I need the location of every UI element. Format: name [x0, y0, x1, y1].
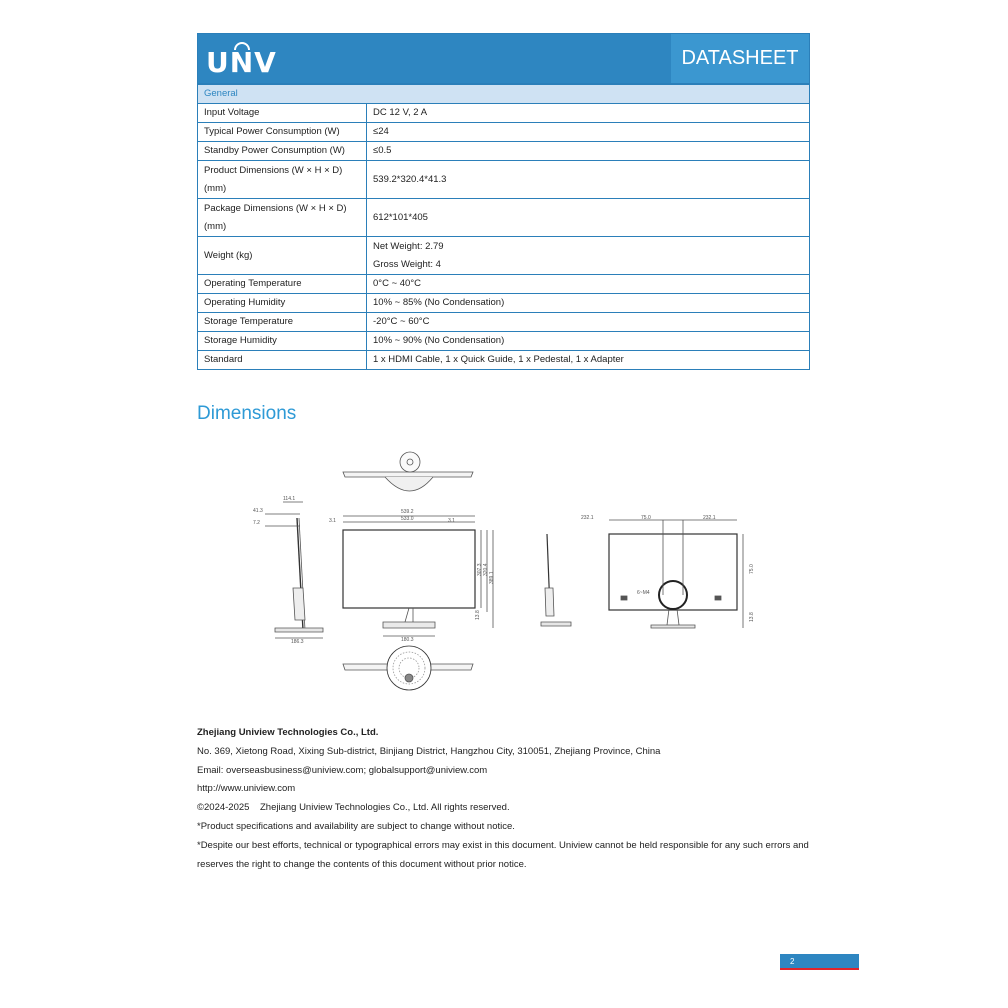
spec-label: Input Voltage [198, 104, 367, 123]
spec-label: Operating Humidity [198, 294, 367, 313]
spec-label: Package Dimensions (W × H × D) (mm) [198, 199, 367, 237]
side-base-label: 186.3 [291, 639, 304, 645]
copyright: ©2024-2025 Zhejiang Uniview Technologies Co., Ltd. All rights reserved. [197, 802, 510, 814]
front-width-label: 539.2 [401, 509, 414, 515]
spec-label: Typical Power Consumption (W) [198, 123, 367, 142]
notice-2: *Despite our best efforts, technical or typographical errors may exist in this document. Uniview cannot be held responsible for any such errors and reserves the right to change the contents of this document without prior notice. [197, 839, 809, 870]
spec-table [197, 84, 810, 370]
back-h-label: 75.0 [749, 564, 755, 574]
table-row [198, 123, 810, 142]
datasheet-title: DATASHEET [671, 34, 809, 83]
side-offset-label: 7.2 [253, 520, 260, 526]
section-row [198, 85, 810, 104]
page-number: 2 [780, 954, 859, 970]
spec-value: ≤24 [367, 123, 810, 142]
spec-label: Product Dimensions (W × H × D) (mm) [198, 161, 367, 199]
company-name: Zhejiang Uniview Technologies Co., Ltd. [197, 727, 379, 738]
logo-text: UNV [206, 46, 277, 79]
spec-value: DC 12 V, 2 A [367, 104, 810, 123]
spec-value: 10% ~ 85% (No Condensation) [367, 294, 810, 313]
net-weight: Net Weight: 2.79 [373, 240, 444, 252]
back-mid-label: 75.0 [641, 515, 651, 521]
table-row [198, 237, 810, 275]
table-row [198, 294, 810, 313]
spec-value: 1 x HDMI Cable, 1 x Quick Guide, 1 x Pedestal, 1 x Adapter [367, 351, 810, 370]
uniview-logo [206, 42, 277, 79]
dimensions-heading: Dimensions [197, 403, 297, 424]
back-base-label: 13.8 [749, 612, 755, 622]
spec-label: Standard [198, 351, 367, 370]
spec-label: Weight (kg) [198, 237, 367, 275]
table-row [198, 199, 810, 237]
table-row [198, 275, 810, 294]
spec-value: -20°C ~ 60°C [367, 313, 810, 332]
spec-label: Storage Humidity [198, 332, 367, 351]
back-view [581, 515, 755, 628]
spec-value: 612*101*405 [367, 199, 810, 237]
spec-value-cell [367, 237, 810, 275]
vesa-label: 6~M4 [637, 590, 650, 596]
front-base-label: 180.3 [401, 637, 414, 643]
table-row [198, 313, 810, 332]
side-view [253, 496, 323, 645]
front-margin-left-label: 3.1 [329, 518, 336, 524]
datasheet-header [197, 33, 810, 84]
spec-value: ≤0.5 [367, 142, 810, 161]
table-row [198, 142, 810, 161]
bottom-view [343, 646, 473, 690]
company-website[interactable]: http://www.uniview.com [197, 783, 296, 795]
front-view [329, 509, 495, 643]
company-address: No. 369, Xietong Road, Xixing Sub-district, Binjiang District, Hangzhou City, 310051, Zhejiang Province, China [197, 745, 661, 757]
gross-weight: Gross Weight: 4 [373, 258, 441, 270]
slim-side-view [541, 534, 571, 626]
section-title: General [198, 85, 810, 104]
company-email: Email: overseasbusiness@uniview.com; globalsupport@uniview.com [197, 764, 488, 776]
front-h3-label: 389.1 [489, 571, 495, 584]
front-h1-label: 307.3 [477, 563, 483, 576]
footer [197, 724, 817, 874]
side-top-label: 114.1 [283, 496, 296, 502]
back-left-label: 232.1 [581, 515, 594, 521]
back-right-label: 232.1 [703, 515, 716, 521]
dimension-drawing [245, 450, 765, 700]
spec-label: Operating Temperature [198, 275, 367, 294]
table-row [198, 161, 810, 199]
table-row [198, 351, 810, 370]
table-row [198, 104, 810, 123]
front-h2-label: 320.4 [483, 563, 489, 576]
front-base-h-label: 13.8 [475, 610, 481, 620]
spec-label: Standby Power Consumption (W) [198, 142, 367, 161]
spec-label: Storage Temperature [198, 313, 367, 332]
front-margin-right-label: 3.1 [448, 518, 455, 524]
spec-value: 539.2*320.4*41.3 [367, 161, 810, 199]
table-row [198, 332, 810, 351]
spec-value: 0°C ~ 40°C [367, 275, 810, 294]
spec-value: 10% ~ 90% (No Condensation) [367, 332, 810, 351]
front-inner-label: 533.0 [401, 516, 414, 522]
top-view [343, 452, 473, 491]
notice-1: *Product specifications and availability are subject to change without notice. [197, 820, 515, 832]
side-depth-label: 41.3 [253, 508, 263, 514]
